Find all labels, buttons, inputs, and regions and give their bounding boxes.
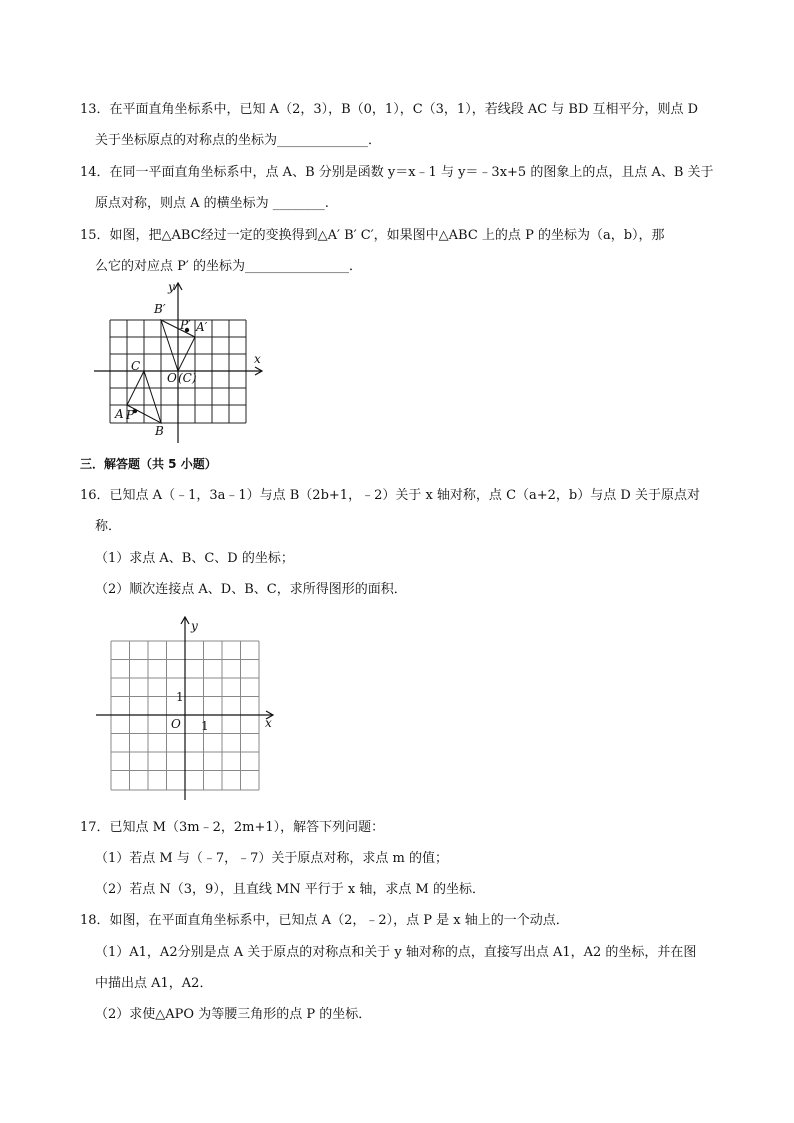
q14-line2: 原点对称，则点 A 的横坐标为 ________.	[95, 196, 329, 211]
fig16-label-one-x: 1	[201, 719, 209, 733]
q16-part1: （1）求点 A、B、C、D 的坐标；	[95, 551, 294, 566]
q16-line1: 16．已知点 A（﹣1，3a﹣1）与点 B（2b+1，﹣2）关于 x 轴对称，点 C（a+2，b）与点 D 关于原点对	[80, 488, 700, 503]
q17-part2: （2）若点 N（3，9），且直线 MN 平行于 x 轴，求点 M 的坐标．	[95, 882, 485, 897]
fig16-label-one-y: 1	[176, 690, 184, 704]
q17-part1: （1）若点 M 与（﹣7，﹣7）关于原点对称，求点 m 的值；	[95, 851, 448, 866]
q13-line1: 13．在平面直角坐标系中，已知 A（2，3），B（0，1），C（3，1），若线段 AC 与 BD 互相平分，则点 D	[80, 102, 699, 117]
q16-line2: 称．	[95, 519, 122, 534]
fig15-label-a: A	[115, 407, 124, 421]
q14-line1: 14．在同一平面直角坐标系中，点 A、B 分别是函数 y＝x﹣1 与 y＝﹣3x+5 的图象上的点，且点 A、B 关于	[80, 165, 714, 180]
q18-part2: （2）求使△APO 为等腰三角形的点 P 的坐标．	[95, 1007, 372, 1022]
q16-part2: （2）顺次连接点 A、D、B、C，求所得图形的面积．	[95, 582, 407, 597]
fig15-label-x: x	[254, 352, 261, 366]
fig15-label-p-prime: P′	[180, 318, 191, 332]
fig16-label-y: y	[191, 619, 198, 633]
fig15-label-b: B	[155, 424, 164, 438]
fig15-label-y: y	[168, 280, 175, 294]
fig16-label-o: O	[171, 717, 181, 731]
fig15-label-c: C	[131, 359, 141, 373]
q15-line2: 么它的对应点 P′ 的坐标为________________．	[95, 259, 362, 274]
fig15-label-c-prime: (C)	[178, 371, 197, 385]
q13-line2: 关于坐标原点的对称点的坐标为______________．	[95, 133, 382, 148]
fig16-axes	[96, 617, 273, 800]
q18-line1: 18．如图，在平面直角坐标系中，已知点 A（2，﹣2），点 P 是 x 轴上的一个动点．	[80, 913, 569, 928]
section-3-header: 三．解答题（共 5 小题）	[80, 457, 217, 471]
figure-15-grid	[90, 280, 270, 450]
fig15-label-p: P	[126, 408, 135, 422]
fig15-label-a-prime: A′	[196, 320, 208, 334]
fig16-label-x: x	[265, 716, 272, 730]
q18-part1-line1: （1）A1，A2分别是点 A 关于原点的对称点和关于 y 轴对称的点，直接写出点 A1，A2 的坐标，并在图	[95, 945, 697, 960]
q17-line1: 17．已知点 M（3m﹣2，2m+1），解答下列问题：	[80, 820, 385, 835]
q15-line1: 15．如图，把△ABC经过一定的变换得到△A′ B′ C′，如果图中△ABC 上的点 P 的坐标为（a，b），那	[80, 228, 665, 243]
figure-16-grid	[90, 610, 280, 805]
q18-part1-line2: 中描出点 A1，A2．	[95, 976, 213, 991]
fig15-label-b-prime: B′	[154, 302, 166, 316]
fig15-label-o: O	[167, 371, 177, 385]
